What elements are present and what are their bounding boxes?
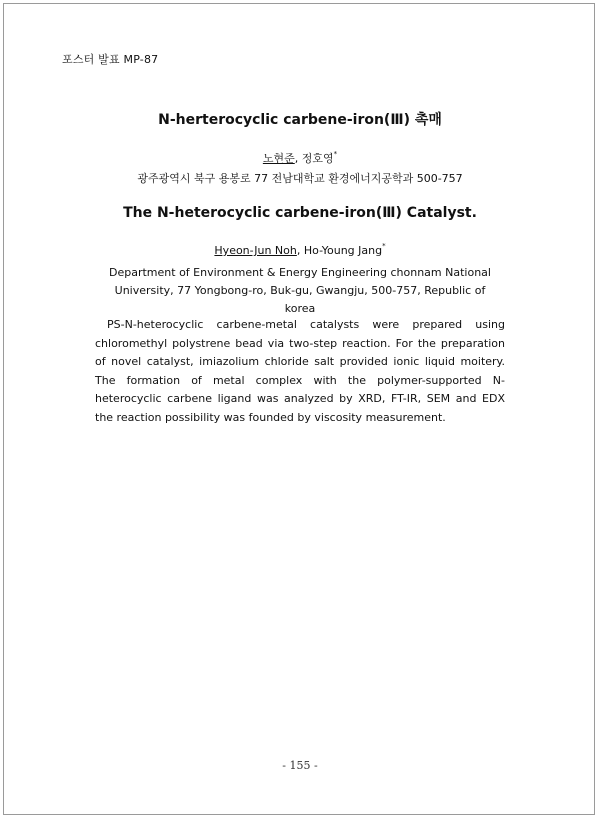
korean-title: N-herterocyclic carbene-iron(Ⅲ) 촉매 <box>158 112 442 128</box>
english-affiliation <box>100 264 500 318</box>
english-affiliation-line-2: University, 77 Yongbong-ro, Buk-gu, Gwangju, 500-757, Republic of korea <box>114 284 486 315</box>
korean-author-separator: , <box>294 152 302 165</box>
english-corresponding-author: Ho-Young Jang <box>303 244 383 257</box>
english-title: The N-heterocyclic carbene-iron(Ⅲ) Catalyst. <box>123 205 477 221</box>
english-author-separator: , <box>296 244 304 257</box>
korean-affiliation: 광주광역시 북구 용봉로 77 전남대학교 환경에너지공학과 500-757 <box>137 172 463 185</box>
korean-presenting-author: 노현준 <box>262 152 295 165</box>
korean-corresponding-author: 정호영 <box>301 152 334 165</box>
page-number: - 155 - <box>282 759 318 772</box>
abstract-paragraph: PS-N-heterocyclic carbene-metal catalysts were prepared using chloromethyl polystrene bead via two-step reaction. For the preparation of novel catalyst, imiazolium chloride salt provided ionic liquid moitery. The formation of metal complex with the polymer-supported N-heterocyclic carbene ligand was analyzed by XRD, FT-IR, SEM and EDX the reaction possibility was founded by viscosity measurement. <box>95 318 505 424</box>
english-affiliation-line-1: Department of Environment & Energy Engineering chonnam National <box>109 266 491 279</box>
english-authors <box>0 244 600 257</box>
korean-corresponding-mark: * <box>333 150 338 158</box>
english-presenting-author: Hyeon-Jun Noh <box>214 244 297 257</box>
korean-authors <box>0 150 600 166</box>
session-label: 포스터 발표 MP-87 <box>62 53 159 66</box>
english-corresponding-mark: * <box>382 242 386 250</box>
